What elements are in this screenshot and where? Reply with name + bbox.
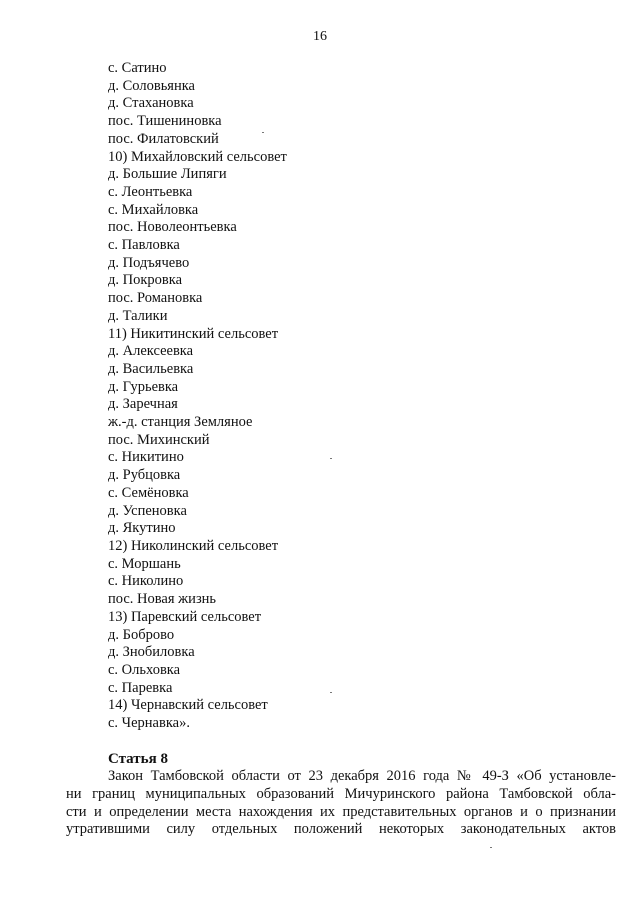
list-item: д. Заречная: [108, 396, 178, 413]
list-item: д. Большие Липяги: [108, 166, 227, 183]
list-item: с. Паревка: [108, 679, 173, 696]
list-item: д. Знобиловка: [108, 644, 195, 661]
list-item: д. Боброво: [108, 626, 175, 643]
article-body: [66, 768, 616, 839]
list-item: д. Успеновка: [108, 502, 187, 519]
scan-speck: [262, 132, 264, 133]
list-item: д. Алексеевка: [108, 343, 194, 360]
list-item: д. Васильевка: [108, 360, 194, 377]
article-body-line: Закон Тамбовской области от 23 декабря 2016 года № 49-З «Об установле-: [108, 768, 616, 784]
list-item: с. Чернавка».: [108, 715, 190, 732]
list-item: д. Стахановка: [108, 95, 194, 112]
list-item: пос. Тишениновка: [108, 113, 222, 130]
article-body-line: ни границ муниципальных образований Мичуринского района Тамбовской обла-: [66, 785, 616, 802]
list-item: с. Михайловка: [108, 201, 199, 218]
list-item: пос. Михинский: [108, 431, 210, 448]
list-item: 11) Никитинский сельсовет: [108, 325, 279, 342]
list-item: 10) Михайловский сельсовет: [108, 148, 287, 165]
list-item: 13) Паревский сельсовет: [108, 608, 262, 625]
list-item: д. Якутино: [108, 520, 176, 537]
list-item: д. Соловьянка: [108, 77, 195, 94]
article-heading: Статья 8: [108, 751, 168, 767]
list-item: пос. Романовка: [108, 290, 203, 307]
list-item: д. Талики: [108, 307, 168, 324]
list-item: 14) Чернавский сельсовет: [108, 697, 268, 714]
list-item: д. Рубцовка: [108, 467, 181, 484]
list-item: с. Сатино: [108, 60, 167, 76]
list-item: с. Павловка: [108, 237, 180, 254]
article-body-line: утратившими силу отдельных положений некоторых законодательных актов: [66, 821, 616, 838]
list-item: с. Леонтьевка: [108, 183, 193, 200]
list-item: пос. Новолеонтьевка: [108, 219, 237, 236]
page-number: 16: [313, 29, 327, 44]
scan-speck: [490, 847, 492, 848]
list-item: пос. Новая жизнь: [108, 591, 217, 608]
list-item: ж.-д. станция Земляное: [108, 414, 253, 431]
scan-speck: [330, 692, 332, 693]
list-item: д. Подъячево: [108, 254, 190, 271]
list-item: с. Семёновка: [108, 484, 189, 501]
list-item: д. Покровка: [108, 272, 183, 289]
list-item: с. Никитино: [108, 449, 184, 466]
article-body-line: сти и определении места нахождения их представительных органов и о признании: [66, 803, 616, 820]
list-item: 12) Николинский сельсовет: [108, 537, 279, 554]
list-item: с. Ольховка: [108, 661, 181, 678]
list-item: с. Моршань: [108, 555, 181, 572]
settlement-list: [108, 60, 287, 733]
list-item: д. Гурьевка: [108, 378, 179, 395]
list-item: пос. Филатовский: [108, 130, 219, 147]
list-item: с. Николино: [108, 573, 184, 590]
scan-speck: [330, 458, 332, 459]
